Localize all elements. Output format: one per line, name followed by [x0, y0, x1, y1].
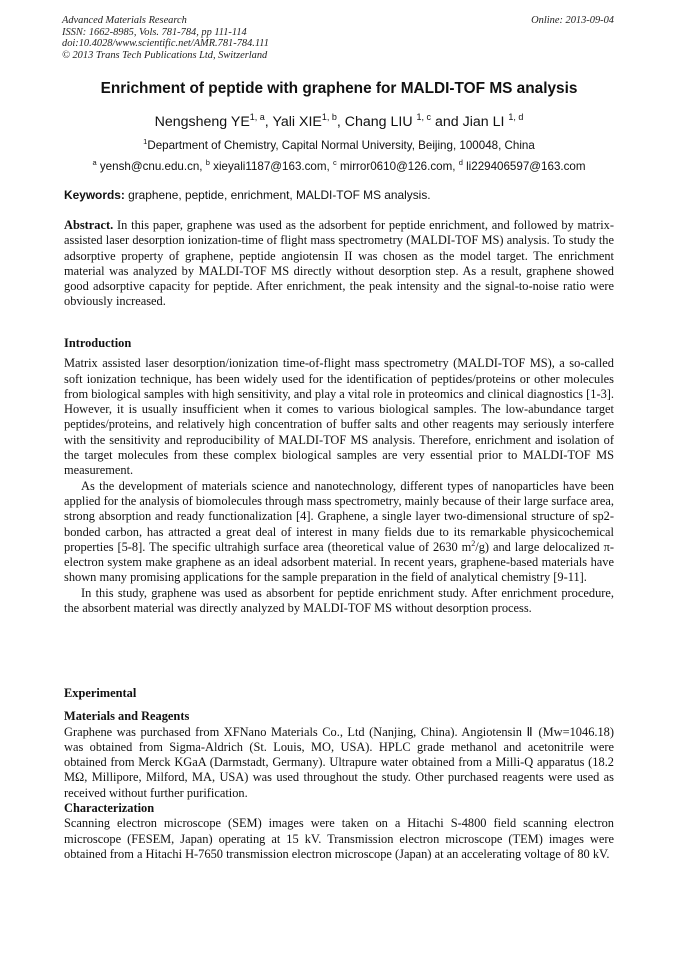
experimental-heading: Experimental — [64, 686, 137, 700]
introduction-section — [64, 336, 614, 616]
author-name: Chang LIU — [344, 114, 417, 130]
journal-header — [62, 15, 269, 61]
email-sup: b — [205, 158, 210, 167]
author-emails — [20, 160, 658, 173]
email-sup: d — [458, 158, 463, 167]
author-affil-sup: 1, c — [416, 112, 432, 122]
paragraph: Matrix assisted laser desorption/ionization time-of-flight mass spectrometry (MALDI-TOF MS), a so-called soft ionization technique, has been widely used for the identification of peptides/proteins or other molecules from biological samples with high sensitivity, and play a vital role in proteomics and clinical diagnostics [1-3]. However, it is usually insufficient when it comes to various biological samples. The low-abundance target peptides/proteins, and relatively high concentration of buffer salts and other reagents may seriously interfere with the sensitivity and reproducibility of MALDI-TOF MS analysis. Therefore, enrichment and isolation of the target molecules from these complex biological samples are very essential prior to MALDI-TOF MS measurement. — [64, 356, 614, 478]
affiliation-sup: 1 — [143, 137, 148, 146]
keywords-text: graphene, peptide, enrichment, MALDI-TOF MS analysis. — [124, 188, 431, 202]
author-separator: , — [336, 114, 345, 130]
author-separator: , — [264, 114, 273, 130]
copyright-line: © 2013 Trans Tech Publications Ltd, Switzerland — [62, 49, 268, 61]
email: li229406597@163.com — [462, 160, 586, 173]
paragraph: Scanning electron microscope (SEM) images were taken on a Hitachi S-4800 field scanning electron microscope (FESEM, Japan) operating at 15 kV. Transmission electron microscope (TEM) images were obtained from a Hitachi H-7650 transmission electron microscope (Japan) at an accelerating voltage of 80 kV. — [64, 816, 614, 861]
keywords — [64, 188, 614, 202]
introduction-heading: Introduction — [64, 336, 132, 350]
email-sup: c — [332, 158, 337, 167]
paragraph-text: /g) and large delocalized π-electron system make graphene as an ideal adsorbent material. In recent years, graphene-based materials have shown many promising applications for the sample preparation in the field of analytical chemistry [9-11]. — [64, 539, 614, 585]
paragraph-text: As the development of materials science and nanotechnology, different types of nanoparticles have been applied for the analysis of biomolecules through mass spectrometry, mainly because of their large surface area, strong absorption and ready functionalization [4]. Graphene, a single layer two-dimensional structure of sp2-bonded carbon, has attracted a great deal of interest in many fields due to its remarkable physicochemical properties [5-8]. The specific ultrahigh surface area (theoretical value of 2630 m — [64, 478, 614, 554]
author-affil-sup: 1, a — [249, 112, 265, 122]
online-date — [531, 15, 614, 27]
email: mirror0610@126.com, — [336, 160, 459, 173]
doi-line: doi:10.4028/www.scientific.net/AMR.781-784.111 — [62, 38, 269, 50]
author-name: Jian LI — [462, 114, 509, 130]
email: xieyali1187@163.com, — [209, 160, 333, 173]
paragraph: In this study, graphene was used as absorbent for peptide enrichment study. After enrichment procedure, the absorbent material was directly analyzed by MALDI-TOF MS without desorption process. — [64, 585, 614, 616]
author-name: Yali XIE — [272, 114, 322, 130]
paper-title: Enrichment of peptide with graphene for MALDI-TOF MS analysis — [100, 80, 578, 97]
abstract-text: In this paper, graphene was used as the adsorbent for peptide enrichment, and followed by matrix-assisted laser desorption ionization-time of flight mass spectrometry (MALDI-TOF MS) analysis. To study the adsorptive property of graphene, peptide angiotensin II was chosen as the model target. The enrichment material was analyzed by MALDI-TOF MS directly without desorption step. As a result, graphene showed good adsorptive capacity for peptide. After enrichment, the peak intensity and the signal-to-noise ratio were obviously increased. — [64, 218, 614, 309]
author-list — [30, 114, 648, 130]
email-sup: a — [92, 158, 97, 167]
abstract-label: Abstract. — [64, 218, 114, 232]
paragraph: Graphene was purchased from XFNano Materials Co., Ltd (Nanjing, China). Angiotensin Ⅱ (Mw=1046.18) was obtained from Sigma-Aldrich (St. Louis, MO, USA). HPLC grade methanol and acetonitrile were obtained from Merck KGaA (Darmstadt, Germany). Ultrapure water obtained from a Milli-Q apparatus (18.2 MΩ, Millipore, Milford, MA, USA) was used throughout the study. Other purchased reagents were used as received without further purification. — [64, 724, 614, 800]
keywords-label: Keywords: — [64, 188, 125, 202]
author-affil-sup: 1, b — [321, 112, 337, 122]
experimental-section — [64, 686, 614, 862]
email: yensh@cnu.edu.cn, — [96, 160, 206, 173]
online-date-text: Online: 2013-09-04 — [531, 15, 614, 26]
affiliation-text: Department of Chemistry, Capital Normal University, Beijing, 100048, China — [147, 139, 535, 152]
issn-line: ISSN: 1662-8985, Vols. 781-784, pp 111-114 — [62, 26, 247, 38]
superscript: 2 — [471, 538, 476, 548]
affiliation — [30, 139, 648, 152]
paragraph — [64, 479, 614, 586]
author-name: Nengsheng YE — [154, 114, 250, 130]
author-separator: and — [431, 114, 463, 130]
materials-heading: Materials and Reagents — [64, 709, 190, 724]
characterization-heading: Characterization — [64, 801, 155, 816]
abstract — [64, 218, 614, 310]
journal-name: Advanced Materials Research — [62, 15, 187, 26]
author-affil-sup: 1, d — [508, 112, 524, 122]
